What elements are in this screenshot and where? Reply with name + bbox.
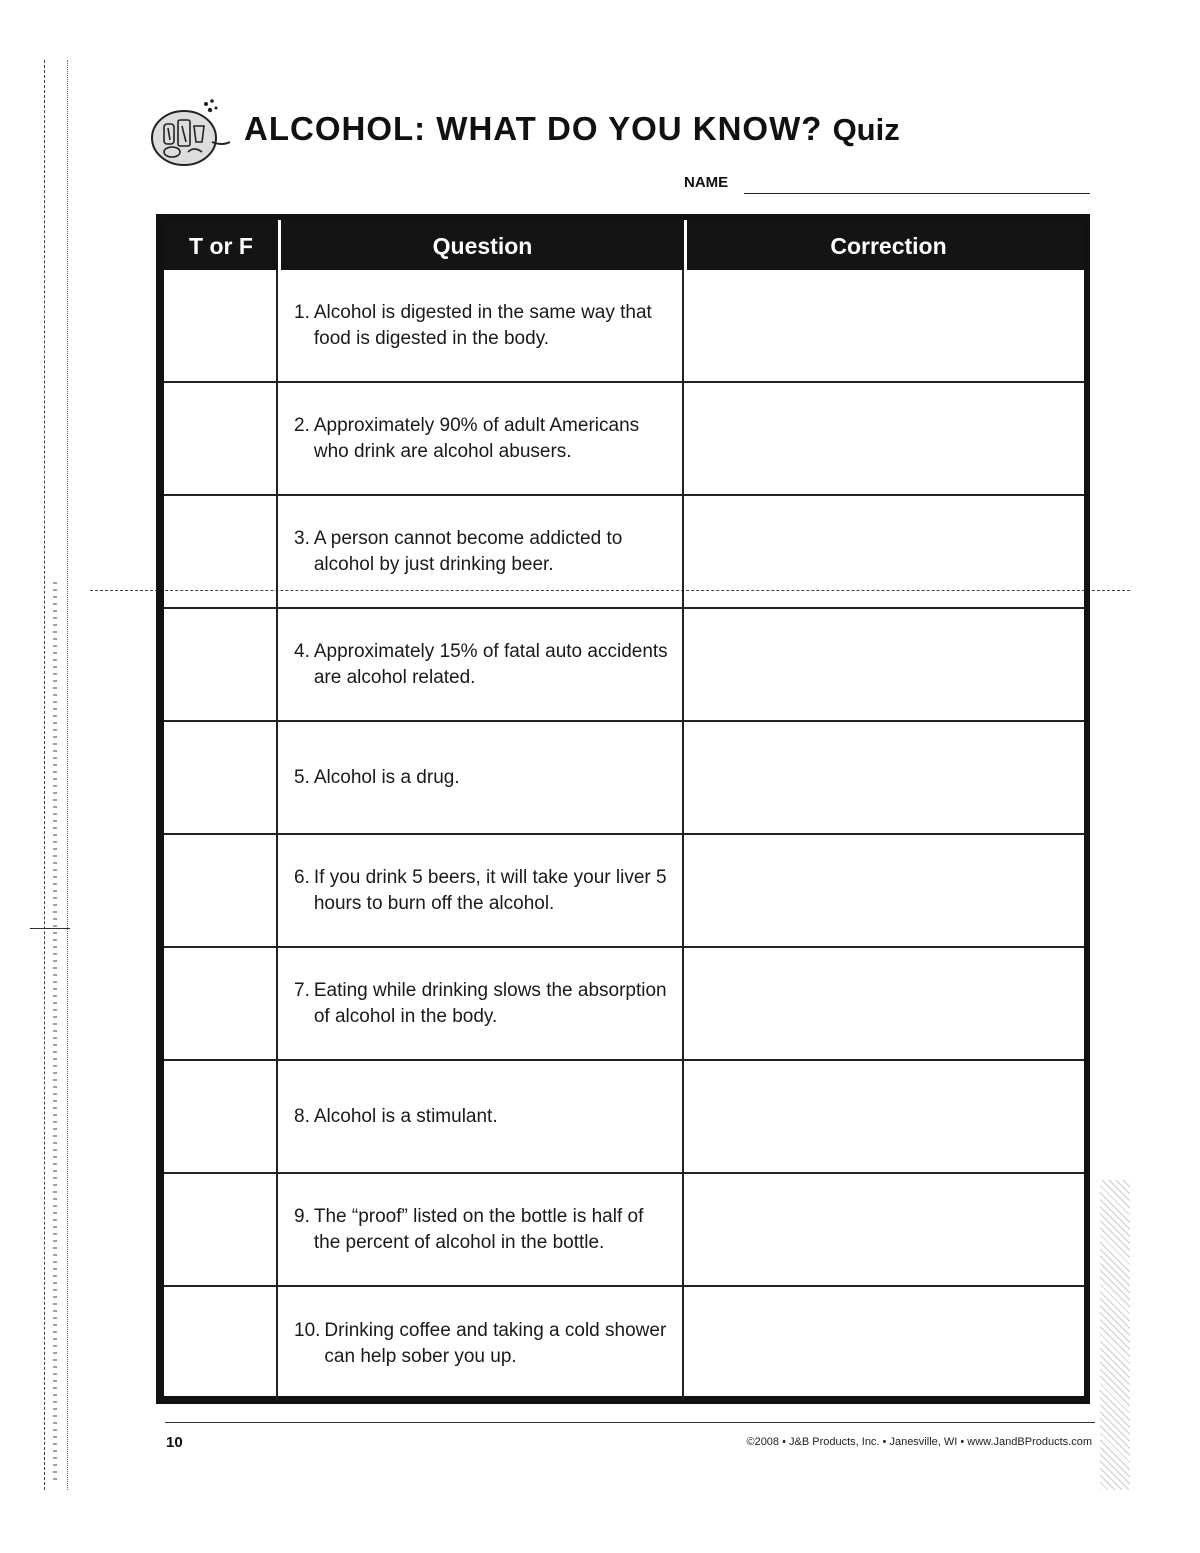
t-or-f-answer-cell[interactable] — [164, 383, 278, 494]
table-header — [164, 220, 1084, 270]
question-number: 8. — [294, 1105, 310, 1127]
name-label: NAME — [684, 174, 729, 191]
question-text: Approximately 90% of adult Americans who drink are alcohol abusers. — [313, 414, 640, 462]
page-title — [244, 110, 900, 148]
question-number: 7. — [294, 979, 310, 1001]
question-number: 4. — [294, 640, 310, 662]
binding-mark — [30, 928, 70, 929]
correction-answer-cell[interactable] — [684, 383, 1090, 494]
table-row — [164, 948, 1084, 1061]
table-row — [164, 270, 1084, 383]
correction-answer-cell[interactable] — [684, 1061, 1090, 1172]
table-row — [164, 1174, 1084, 1287]
question-number: 3. — [294, 527, 310, 549]
table-row — [164, 722, 1084, 835]
question-text: If you drink 5 beers, it will take your liver 5 hours to burn off the alcohol. — [313, 866, 667, 914]
question-number: 5. — [294, 766, 310, 788]
question-text: Alcohol is a drug. — [313, 766, 460, 788]
title-text: ALCOHOL: WHAT DO YOU KNOW? — [244, 110, 823, 147]
question-text: Drinking coffee and taking a cold shower can help sober you up. — [324, 1319, 667, 1367]
question-cell — [278, 948, 684, 1059]
t-or-f-answer-cell[interactable] — [164, 722, 278, 833]
t-or-f-answer-cell[interactable] — [164, 1174, 278, 1285]
table-row — [164, 1061, 1084, 1174]
t-or-f-answer-cell[interactable] — [164, 496, 278, 607]
column-header-question: Question — [278, 220, 684, 270]
question-number: 1. — [294, 301, 310, 323]
question-cell — [278, 835, 684, 946]
footer-divider — [165, 1422, 1095, 1423]
t-or-f-answer-cell[interactable] — [164, 1287, 278, 1400]
question-number: 6. — [294, 866, 310, 888]
scan-noise-artifact — [1100, 1180, 1130, 1490]
correction-answer-cell[interactable] — [684, 835, 1090, 946]
table-row — [164, 609, 1084, 722]
correction-answer-cell[interactable] — [684, 1287, 1090, 1400]
correction-answer-cell[interactable] — [684, 609, 1090, 720]
column-header-correction: Correction — [684, 220, 1090, 270]
name-field[interactable] — [684, 174, 1090, 196]
quiz-table — [156, 214, 1090, 1404]
correction-answer-cell[interactable] — [684, 1174, 1090, 1285]
question-cell — [278, 1174, 684, 1285]
question-text: The “proof” listed on the bottle is half of the percent of alcohol in the bottle. — [313, 1205, 644, 1253]
correction-answer-cell[interactable] — [684, 270, 1090, 381]
table-row — [164, 383, 1084, 496]
column-header-t-or-f: T or F — [189, 233, 253, 259]
scan-edge-artifact — [44, 60, 68, 1490]
question-text: A person cannot become addicted to alcohol by just drinking beer. — [313, 527, 623, 575]
correction-answer-cell[interactable] — [684, 948, 1090, 1059]
page-number: 10 — [166, 1434, 183, 1451]
question-cell — [278, 1287, 684, 1400]
question-text: Approximately 15% of fatal auto accidents are alcohol related. — [313, 640, 668, 688]
question-cell — [278, 383, 684, 494]
table-row — [164, 496, 1084, 609]
question-cell — [278, 609, 684, 720]
correction-answer-cell[interactable] — [684, 496, 1090, 607]
correction-answer-cell[interactable] — [684, 722, 1090, 833]
table-row — [164, 1287, 1084, 1400]
question-text: Alcohol is digested in the same way that food is digested in the body. — [313, 301, 652, 349]
title-suffix: Quiz — [832, 112, 900, 147]
t-or-f-answer-cell[interactable] — [164, 270, 278, 381]
name-blank-line[interactable] — [744, 193, 1090, 194]
question-text: Alcohol is a stimulant. — [313, 1105, 498, 1127]
question-number: 10. — [294, 1319, 321, 1341]
t-or-f-answer-cell[interactable] — [164, 1061, 278, 1172]
question-cell — [278, 270, 684, 381]
t-or-f-answer-cell[interactable] — [164, 835, 278, 946]
copyright-notice: ©2008 • J&B Products, Inc. • Janesville, WI • www.JandBProducts.com — [746, 1436, 1092, 1448]
question-cell — [278, 1061, 684, 1172]
question-text: Eating while drinking slows the absorption of alcohol in the body. — [313, 979, 667, 1027]
t-or-f-answer-cell[interactable] — [164, 948, 278, 1059]
t-or-f-answer-cell[interactable] — [164, 609, 278, 720]
question-number: 2. — [294, 414, 310, 436]
question-cell — [278, 722, 684, 833]
question-number: 9. — [294, 1205, 310, 1227]
table-row — [164, 835, 1084, 948]
drinks-logo-icon — [150, 98, 234, 168]
question-cell — [278, 496, 684, 607]
